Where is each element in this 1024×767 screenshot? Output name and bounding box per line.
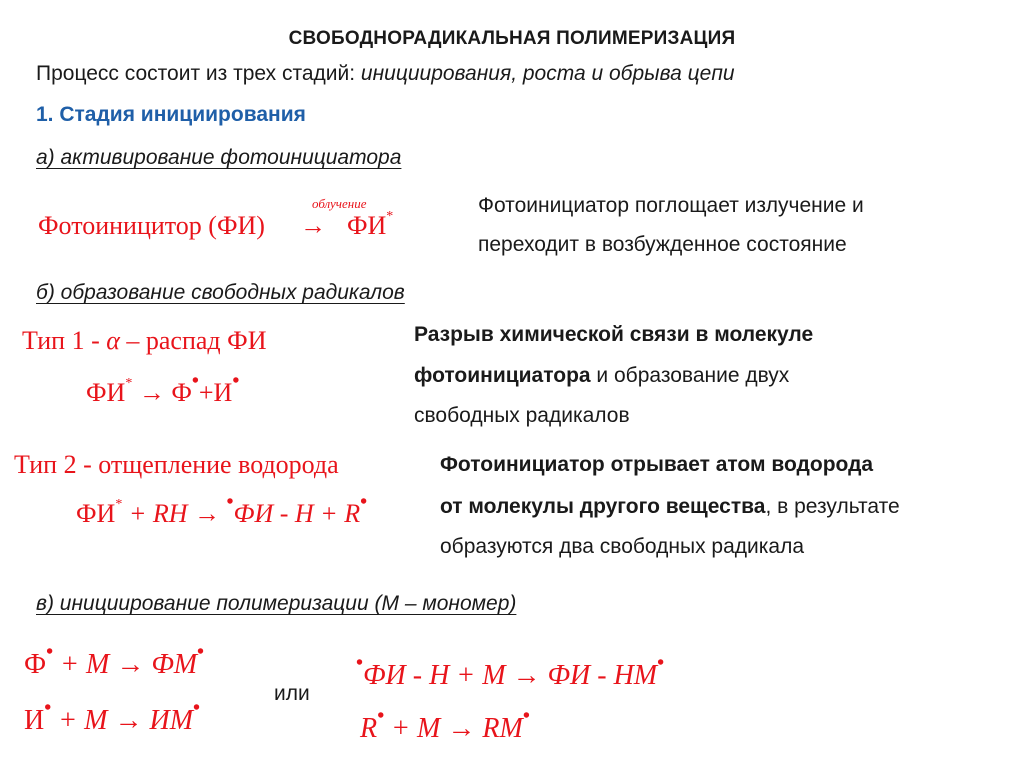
radical-dot: • — [356, 652, 364, 674]
radical-dot: • — [522, 705, 530, 727]
type1-desc-line3: свободных радикалов — [414, 404, 630, 427]
init-equation-fih — [356, 652, 665, 692]
irradiation-label: облучение — [312, 196, 367, 211]
eq-plus-rh: + RH → — [122, 499, 227, 528]
section-c-heading: в) инициирование полимеризации (М – мономер) — [36, 592, 517, 615]
eq-fi-h-r: ФИ - H + R — [233, 499, 361, 528]
intro-lead: Процесс состоит из трех стадий: — [36, 62, 356, 85]
radical-dot: • — [232, 370, 240, 392]
radical-dot: • — [193, 697, 201, 719]
type1-desc-bold: фотоинициатора — [414, 364, 591, 387]
radical-dot: • — [226, 491, 234, 513]
product: ФИ — [346, 211, 387, 240]
type2-label: Тип 2 - отщепление водорода — [14, 450, 339, 479]
eq-star: * — [125, 376, 133, 391]
eq-r: R — [360, 713, 378, 744]
type1-label-end: – распад ФИ — [119, 326, 267, 355]
init-equation-r — [360, 705, 530, 745]
section-b-heading: б) образование свободных радикалов — [36, 281, 405, 304]
page-title: СВОБОДНОРАДИКАЛЬНАЯ ПОЛИМЕРИЗАЦИЯ — [288, 28, 736, 49]
intro-stages: инициирования, роста и обрыва цепи — [360, 62, 735, 85]
init-equation-i — [24, 697, 201, 737]
eq-plus-m-rm: + M → RM — [384, 713, 523, 744]
intro-text — [36, 62, 735, 86]
type2-desc-line1: Фотоинициатор отрывает атом водорода — [440, 453, 874, 476]
radical-dot: • — [46, 641, 54, 663]
activation-desc-line1: Фотоинициатор поглощает излучение и — [478, 194, 864, 217]
stage-heading: 1. Стадия инициирования — [36, 103, 306, 126]
eq-f: Ф — [24, 649, 47, 680]
eq-plus-m-im: + M → ИМ — [51, 705, 194, 736]
or-text: или — [274, 682, 310, 705]
type1-label — [22, 326, 266, 356]
radical-dot: • — [377, 705, 385, 727]
radical-dot: • — [191, 370, 199, 392]
eq-star: * — [115, 497, 123, 512]
type2-desc-bold: от молекулы другого вещества — [440, 495, 766, 518]
excited-star: * — [386, 209, 394, 224]
eq-i: И — [24, 705, 45, 736]
type1-desc-rest: и образование двух — [590, 364, 790, 387]
activation-desc-line2: переходит в возбужденное состояние — [478, 233, 847, 256]
init-equation-f — [24, 641, 205, 681]
alpha-symbol: α — [106, 326, 120, 355]
radical-dot: • — [44, 697, 52, 719]
type2-desc-line2 — [440, 495, 900, 519]
activation-equation — [38, 211, 393, 241]
type1-desc-line1: Разрыв химической связи в молекуле — [414, 323, 814, 346]
type1-label-start: Тип 1 - — [22, 326, 107, 355]
reactant: Фотоиницитор (ФИ) — [38, 211, 265, 240]
type2-desc-rest: , в результате — [765, 495, 900, 518]
type1-desc-line2 — [414, 364, 789, 388]
type2-equation — [76, 491, 368, 529]
radical-dot: • — [197, 641, 205, 663]
arrow-icon: → — [299, 211, 326, 240]
type2-desc-line3: образуются два свободных радикала — [440, 535, 805, 558]
section-a-heading: а) активирование фотоинициатора — [36, 146, 402, 169]
radical-dot: • — [360, 491, 368, 513]
type1-equation — [86, 370, 240, 408]
eq-plus-m-fm: + M → ФМ — [53, 649, 198, 680]
eq-fi: ФИ — [86, 378, 126, 407]
eq-fih-m: ФИ - H + M → ФИ - HM — [363, 660, 658, 691]
eq-fi: ФИ — [76, 499, 116, 528]
eq-plus-i: +И — [198, 378, 233, 407]
radical-dot: • — [657, 652, 665, 674]
eq-arrow-f: → Ф — [132, 378, 192, 407]
